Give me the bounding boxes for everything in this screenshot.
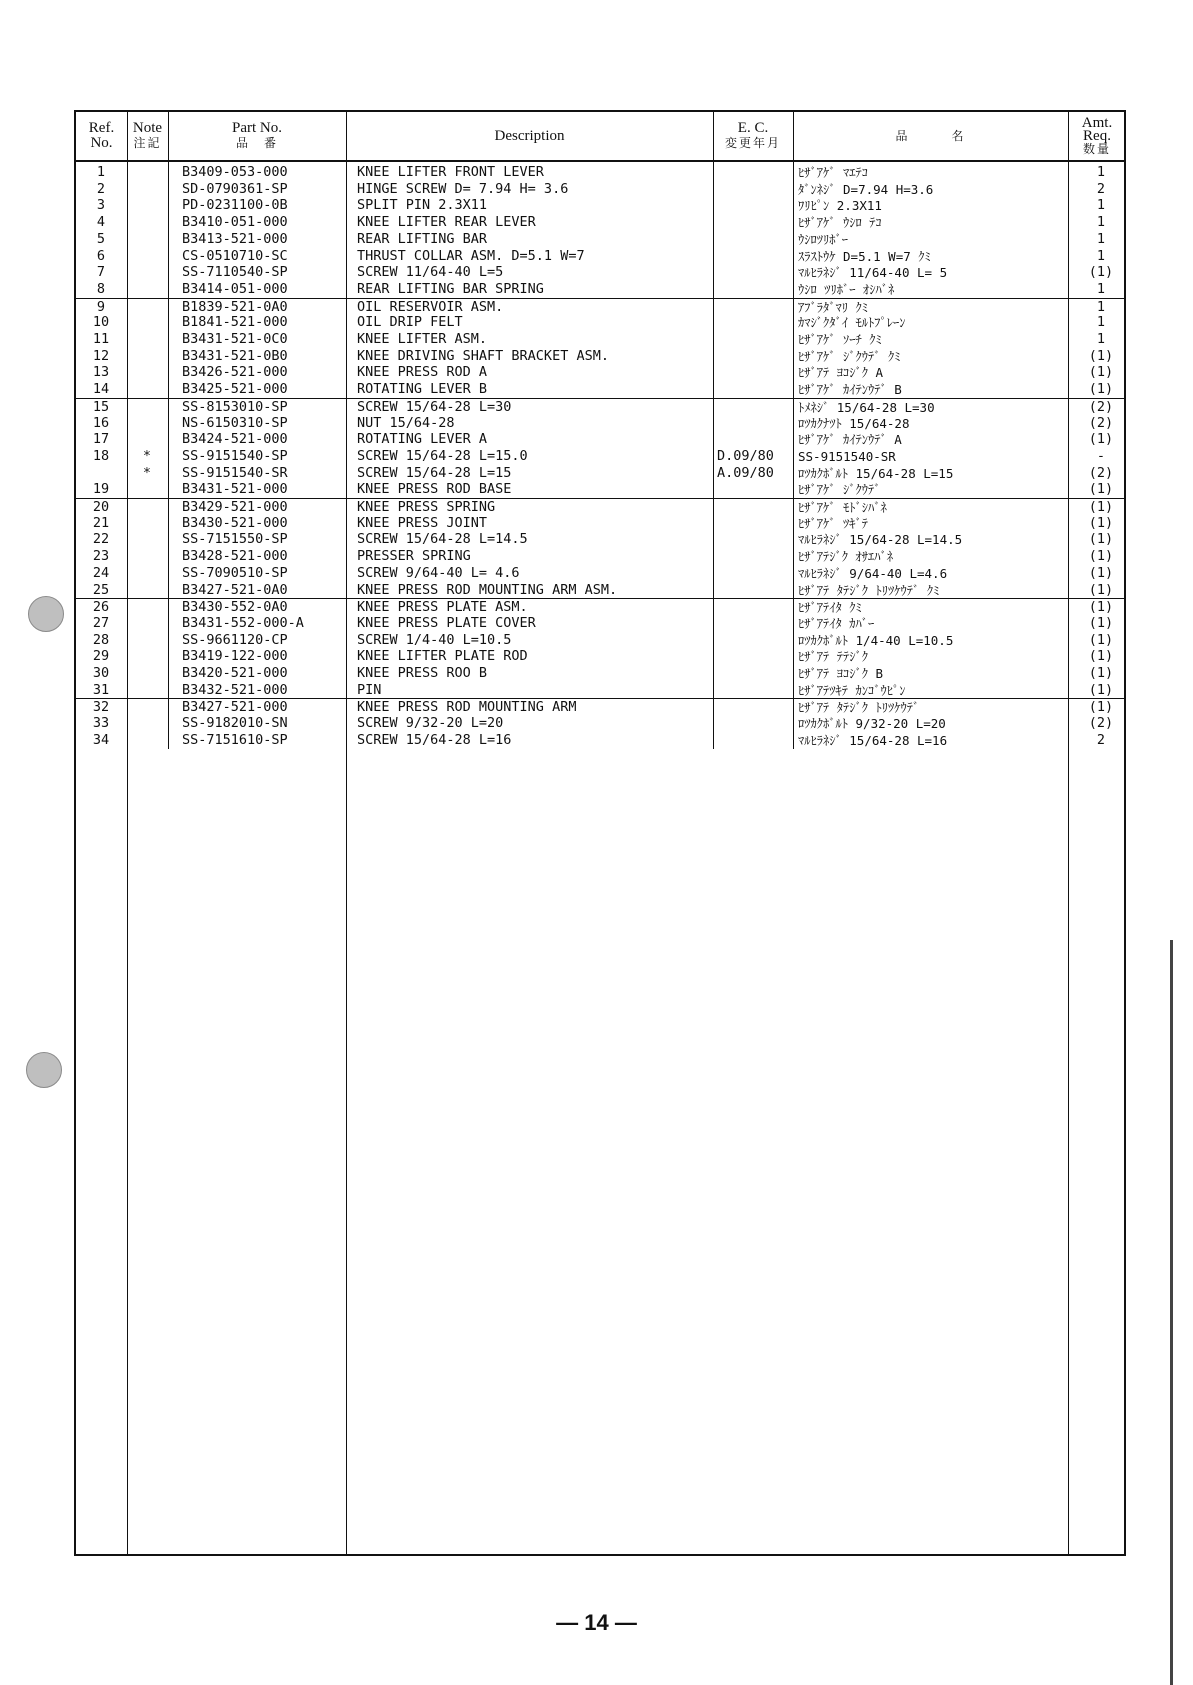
cell-amt: 1 <box>1096 298 1106 315</box>
cell-note: * <box>142 447 152 464</box>
table-row <box>76 648 1124 665</box>
page-number: — 14 — <box>556 1610 637 1635</box>
header-amt-line2: Req. <box>1083 127 1111 144</box>
cell-ref: 31 <box>92 681 110 698</box>
binder-hole-bottom <box>26 1052 62 1088</box>
cell-desc: KNEE PRESS ROD BASE <box>357 481 512 498</box>
cell-jp: ﾏﾙﾋﾗﾈｼﾞ 9/64-40 L=4.6 <box>798 565 948 581</box>
header-amt-line1: Amt. <box>1081 114 1113 131</box>
table-row <box>76 698 1124 716</box>
cell-amt: (1) <box>1088 614 1114 631</box>
cell-ref: 15 <box>92 398 110 415</box>
cell-desc: KNEE PRESS PLATE ASM. <box>357 599 528 616</box>
cell-amt: 1 <box>1096 280 1106 297</box>
cell-ref: 16 <box>92 414 110 431</box>
cell-jp: SS-9151540-SR <box>798 448 896 464</box>
cell-jp: ﾋｻﾞｱﾃ ﾀﾃｼﾞｸ ﾄﾘﾂｹｳﾃﾞ ｸﾐ <box>798 582 940 598</box>
cell-ref: 8 <box>96 280 106 297</box>
cell-jp: ﾄﾒﾈｼﾞ 15/64-28 L=30 <box>798 399 935 415</box>
cell-desc: KNEE PRESS ROD MOUNTING ARM ASM. <box>357 581 618 598</box>
cell-jp: ｽﾗｽﾄｳｹ D=5.1 W=7 ｸﾐ <box>798 248 931 264</box>
cell-jp: ﾛﾂｶｸﾎﾞﾙﾄ 15/64-28 L=15 <box>798 465 954 481</box>
cell-jp: ﾏﾙﾋﾗﾈｼﾞ 11/64-40 L= 5 <box>798 265 948 281</box>
cell-ref: 26 <box>92 599 110 616</box>
table-row <box>76 665 1124 682</box>
cell-desc: KNEE DRIVING SHAFT BRACKET ASM. <box>357 347 609 364</box>
cell-part: SS-7151610-SP <box>182 731 288 748</box>
header-note-line1: Note <box>132 120 163 136</box>
cell-amt: 1 <box>1096 214 1106 231</box>
table-row <box>76 331 1124 348</box>
table-row <box>76 231 1124 248</box>
table-row <box>76 632 1124 649</box>
parts-list-table <box>74 110 1126 1556</box>
cell-part: B3413-521-000 <box>182 230 288 247</box>
table-row <box>76 682 1124 699</box>
table-header <box>76 112 1124 162</box>
header-amount <box>1068 112 1126 160</box>
cell-desc: NUT 15/64-28 <box>357 414 455 431</box>
cell-part: SS-9661120-CP <box>182 631 288 648</box>
cell-jp: ｳｼﾛﾂﾘﾎﾞｰ <box>798 231 849 247</box>
cell-part: B3429-521-000 <box>182 499 288 515</box>
cell-desc: THRUST COLLAR ASM. D=5.1 W=7 <box>357 247 585 264</box>
table-row <box>76 381 1124 398</box>
header-ref <box>76 112 127 160</box>
cell-ref: 33 <box>92 715 110 732</box>
cell-desc: OIL DRIP FELT <box>357 314 463 331</box>
cell-ref: 4 <box>96 214 106 231</box>
table-row <box>76 431 1124 448</box>
cell-ref: 28 <box>92 631 110 648</box>
cell-amt: 1 <box>1096 164 1106 180</box>
cell-desc: ROTATING LEVER A <box>357 431 488 448</box>
cell-amt: (2) <box>1088 464 1114 481</box>
header-amt-line3: 数量 <box>1082 141 1111 156</box>
cell-desc: HINGE SCREW D= 7.94 H= 3.6 <box>357 180 569 197</box>
cell-amt: 1 <box>1096 197 1106 214</box>
cell-ref: 34 <box>92 731 110 748</box>
cell-ref: 5 <box>96 230 106 247</box>
table-row <box>76 164 1124 181</box>
table-row <box>76 348 1124 365</box>
header-jp-name-label: 品 名 <box>895 128 966 143</box>
cell-jp: ﾋｻﾞｱﾃｲﾀ ｶﾊﾞｰ <box>798 615 875 631</box>
cell-ref: 9 <box>96 298 106 315</box>
cell-amt: 1 <box>1096 230 1106 247</box>
table-row <box>76 298 1124 316</box>
cell-jp: ｶﾏｼﾞｸﾀﾞｲ ﾓﾙﾄﾌﾟﾚｰﾝ <box>798 315 906 331</box>
cell-part: B3431-521-0C0 <box>182 331 288 347</box>
cell-desc: SCREW 15/64-28 L=14.5 <box>357 531 528 548</box>
cell-ref: 14 <box>92 381 110 398</box>
header-jp-name <box>793 112 1068 160</box>
table-row <box>76 481 1124 498</box>
cell-part: B3410-051-000 <box>182 214 288 231</box>
table-row <box>76 498 1124 516</box>
cell-amt: 2 <box>1096 180 1106 197</box>
cell-amt: (1) <box>1088 564 1114 581</box>
cell-ref: 19 <box>92 481 110 498</box>
cell-jp: ﾋｻﾞｱﾃ ﾖｺｼﾞｸ B <box>798 666 884 681</box>
cell-ref: 12 <box>92 347 110 364</box>
table-row <box>76 364 1124 381</box>
cell-part: NS-6150310-SP <box>182 414 288 431</box>
table-row <box>76 531 1124 548</box>
cell-jp: ﾏﾙﾋﾗﾈｼﾞ 15/64-28 L=14.5 <box>798 532 963 548</box>
header-ec-line2: 変更年月 <box>724 136 781 150</box>
header-description <box>346 112 713 160</box>
cell-part: B3428-521-000 <box>182 548 288 565</box>
table-row <box>76 615 1124 632</box>
cell-part: SS-9151540-SR <box>182 464 288 481</box>
table-row <box>76 415 1124 432</box>
cell-desc: SCREW 15/64-28 L=15.0 <box>357 447 528 464</box>
cell-amt: (1) <box>1088 481 1114 498</box>
cell-part: SS-7090510-SP <box>182 564 288 581</box>
cell-part: B3430-521-000 <box>182 514 288 531</box>
cell-ref: 18 <box>92 447 110 464</box>
cell-part: B3431-552-000-A <box>182 614 304 631</box>
cell-jp: ｳｼﾛ ﾂﾘﾎﾞｰ ｵｼﾊﾞﾈ <box>798 281 895 297</box>
cell-amt: 2 <box>1096 731 1106 748</box>
cell-part: SS-9151540-SP <box>182 447 288 464</box>
cell-ec: D.09/80 <box>717 447 774 464</box>
table-row <box>76 181 1124 198</box>
cell-ref: 7 <box>96 264 106 281</box>
table-row <box>76 248 1124 265</box>
cell-jp: ﾋｻﾞｱｹﾞ ｶｲﾃﾝｳﾃﾞ A <box>798 432 902 448</box>
cell-part: B3425-521-000 <box>182 381 288 398</box>
cell-jp: ﾛﾂｶｸﾎﾞﾙﾄ 1/4-40 L=10.5 <box>798 632 954 648</box>
binder-hole-top <box>28 596 64 632</box>
cell-jp: ﾋｻﾞｱｹﾞ ｼﾞｸｳﾃﾞ ｸﾐ <box>798 348 901 364</box>
cell-jp: ﾋｻﾞｱﾃ ﾀﾃｼﾞｸ ﾄﾘﾂｹｳﾃﾞ <box>798 700 920 716</box>
cell-part: B3432-521-000 <box>182 681 288 698</box>
table-row <box>76 732 1124 749</box>
cell-desc: KNEE LIFTER FRONT LEVER <box>357 164 544 180</box>
cell-jp: ﾋｻﾞｱｹﾞ ｿｰﾁ ｸﾐ <box>798 332 882 347</box>
cell-desc: SCREW 15/64-28 L=15 <box>357 464 512 481</box>
cell-ref: 20 <box>92 499 110 515</box>
cell-desc: PIN <box>357 681 382 698</box>
header-part-no <box>168 112 346 160</box>
cell-jp: ﾛﾂｶｸﾅﾂﾄ 15/64-28 <box>798 415 910 431</box>
cell-ref: 25 <box>92 581 110 598</box>
cell-amt: (1) <box>1088 264 1114 281</box>
cell-amt: (1) <box>1088 631 1114 648</box>
cell-amt: 1 <box>1096 247 1106 264</box>
cell-part: SS-7110540-SP <box>182 264 288 281</box>
cell-amt: (1) <box>1088 364 1114 381</box>
table-row <box>76 582 1124 599</box>
cell-jp: ﾀﾞﾝﾈｼﾞ D=7.94 H=3.6 <box>798 181 934 197</box>
cell-amt: (1) <box>1088 381 1114 398</box>
cell-desc: SCREW 15/64-28 L=30 <box>357 398 512 415</box>
cell-desc: KNEE LIFTER ASM. <box>357 331 488 347</box>
cell-part: SS-9182010-SN <box>182 715 288 732</box>
cell-amt: 1 <box>1096 314 1106 331</box>
cell-jp: ﾋｻﾞｱｹﾞ ﾏｴﾃｺ <box>798 165 869 180</box>
header-ec <box>713 112 793 160</box>
table-row <box>76 465 1124 482</box>
cell-ref: 10 <box>92 314 110 331</box>
cell-desc: KNEE LIFTER PLATE ROD <box>357 648 528 665</box>
cell-desc: KNEE PRESS JOINT <box>357 514 488 531</box>
header-note <box>127 112 168 160</box>
header-ref-line1: Ref. <box>88 120 115 136</box>
cell-amt: (1) <box>1088 665 1114 681</box>
cell-part: PD-0231100-0B <box>182 197 288 214</box>
cell-jp: ﾋｻﾞｱﾃ ﾖｺｼﾞｸ A <box>798 365 884 381</box>
cell-jp: ﾋｻﾞｱﾃｲﾀ ｸﾐ <box>798 600 862 616</box>
cell-note: * <box>142 464 152 481</box>
cell-part: B3431-521-000 <box>182 481 288 498</box>
cell-jp: ﾜﾘﾋﾟﾝ 2.3X11 <box>798 198 882 214</box>
cell-ref: 24 <box>92 564 110 581</box>
cell-amt: (1) <box>1088 431 1114 448</box>
cell-jp: ﾋｻﾞｱｹﾞ ｼﾞｸｳﾃﾞ <box>798 482 881 498</box>
cell-ref: 2 <box>96 180 106 197</box>
cell-amt: (2) <box>1088 398 1114 415</box>
cell-part: B3427-521-0A0 <box>182 581 288 598</box>
cell-amt: (1) <box>1088 531 1114 548</box>
cell-ref: 27 <box>92 614 110 631</box>
cell-ref: 23 <box>92 548 110 565</box>
cell-jp: ﾋｻﾞｱﾃﾂｷﾃ ｶﾝｺﾞｳﾋﾟﾝ <box>798 682 906 698</box>
table-row <box>76 398 1124 416</box>
cell-jp: ﾋｻﾞｱﾃｼﾞｸ ｵｻｴﾊﾞﾈ <box>798 549 894 565</box>
header-description-label: Description <box>494 127 565 144</box>
cell-ref: 22 <box>92 531 110 548</box>
cell-part: SS-8153010-SP <box>182 398 288 415</box>
cell-part: SD-0790361-SP <box>182 180 288 197</box>
cell-part: SS-7151550-SP <box>182 531 288 548</box>
table-row <box>76 314 1124 331</box>
cell-part: B3414-051-000 <box>182 280 288 297</box>
cell-amt: (1) <box>1088 599 1114 616</box>
cell-desc: SCREW 9/64-40 L= 4.6 <box>357 564 520 581</box>
header-ref-line2: No. <box>90 135 113 151</box>
cell-part: B3431-521-0B0 <box>182 347 288 364</box>
cell-part: B3424-521-000 <box>182 431 288 448</box>
cell-desc: KNEE PRESS ROD MOUNTING ARM <box>357 699 577 716</box>
cell-ref: 21 <box>92 514 110 531</box>
cell-desc: SCREW 15/64-28 L=16 <box>357 731 512 748</box>
cell-desc: OIL RESERVOIR ASM. <box>357 298 504 315</box>
cell-ref: 29 <box>92 648 110 665</box>
cell-desc: KNEE LIFTER REAR LEVER <box>357 214 536 231</box>
cell-amt: (1) <box>1088 548 1114 565</box>
table-row <box>76 515 1124 532</box>
cell-jp: ﾋｻﾞｱｹﾞ ﾓﾄﾞｼﾊﾞﾈ <box>798 500 887 515</box>
cell-amt: (1) <box>1088 581 1114 598</box>
cell-desc: SCREW 1/4-40 L=10.5 <box>357 631 512 648</box>
cell-part: B3430-552-0A0 <box>182 599 288 616</box>
cell-amt: (1) <box>1088 499 1114 515</box>
cell-part: B3426-521-000 <box>182 364 288 381</box>
cell-jp: ﾋｻﾞｱﾃ ﾃﾃｼﾞｸ <box>798 649 869 665</box>
cell-desc: ROTATING LEVER B <box>357 381 488 398</box>
cell-amt: (2) <box>1088 414 1114 431</box>
cell-desc: KNEE PRESS ROD A <box>357 364 488 381</box>
cell-amt: - <box>1096 447 1106 464</box>
cell-jp: ﾛﾂｶｸﾎﾞﾙﾄ 9/32-20 L=20 <box>798 716 946 732</box>
cell-part: B3427-521-000 <box>182 699 288 716</box>
cell-amt: (1) <box>1088 347 1114 364</box>
cell-ref: 6 <box>96 247 106 264</box>
table-row <box>76 214 1124 231</box>
cell-ref: 11 <box>92 331 110 347</box>
cell-ec: A.09/80 <box>717 464 774 481</box>
table-row <box>76 197 1124 214</box>
cell-desc: PRESSER SPRING <box>357 548 471 565</box>
cell-ref: 32 <box>92 699 110 716</box>
table-row <box>76 565 1124 582</box>
header-part-line1: Part No. <box>232 120 282 136</box>
cell-jp: ﾋｻﾞｱｹﾞ ｶｲﾃﾝｳﾃﾞ B <box>798 382 902 398</box>
table-row <box>76 715 1124 732</box>
cell-part: B3419-122-000 <box>182 648 288 665</box>
cell-amt: (1) <box>1088 681 1114 698</box>
table-row <box>76 264 1124 281</box>
header-part-line2: 品 番 <box>235 136 278 150</box>
header-note-line2: 注記 <box>133 136 162 150</box>
cell-desc: SCREW 9/32-20 L=20 <box>357 715 504 732</box>
table-row <box>76 548 1124 565</box>
cell-jp: ﾏﾙﾋﾗﾈｼﾞ 15/64-28 L=16 <box>798 732 948 748</box>
cell-part: CS-0510710-SC <box>182 247 288 264</box>
cell-part: B3420-521-000 <box>182 665 288 681</box>
cell-desc: KNEE PRESS PLATE COVER <box>357 614 536 631</box>
cell-amt: (1) <box>1088 699 1114 716</box>
cell-desc: SPLIT PIN 2.3X11 <box>357 197 488 214</box>
cell-desc: REAR LIFTING BAR SPRING <box>357 280 544 297</box>
cell-ref: 1 <box>96 164 106 180</box>
table-row <box>76 598 1124 616</box>
cell-ref: 13 <box>92 364 110 381</box>
cell-ref: 17 <box>92 431 110 448</box>
cell-part: B1841-521-000 <box>182 314 288 331</box>
cell-part: B3409-053-000 <box>182 164 288 180</box>
cell-jp: ﾋｻﾞｱｹﾞ ｳｼﾛ ﾃｺ <box>798 215 882 231</box>
cell-amt: 1 <box>1096 331 1106 347</box>
cell-jp: ｱﾌﾞﾗﾀﾞﾏﾘ ｸﾐ <box>798 299 869 315</box>
cell-desc: KNEE PRESS ROO B <box>357 665 488 681</box>
page-edge-shadow <box>1170 940 1173 1685</box>
cell-desc: REAR LIFTING BAR <box>357 230 488 247</box>
cell-desc: SCREW 11/64-40 L=5 <box>357 264 504 281</box>
cell-amt: (1) <box>1088 514 1114 531</box>
header-ec-line1: E. C. <box>737 120 769 136</box>
cell-part: B1839-521-0A0 <box>182 298 288 315</box>
cell-amt: (1) <box>1088 648 1114 665</box>
table-row <box>76 281 1124 298</box>
table-row <box>76 448 1124 465</box>
cell-amt: (2) <box>1088 715 1114 732</box>
cell-jp: ﾋｻﾞｱｹﾞ ﾂｷﾞﾃ <box>798 515 869 531</box>
cell-ref: 30 <box>92 665 110 681</box>
cell-ref: 3 <box>96 197 106 214</box>
cell-desc: KNEE PRESS SPRING <box>357 499 496 515</box>
